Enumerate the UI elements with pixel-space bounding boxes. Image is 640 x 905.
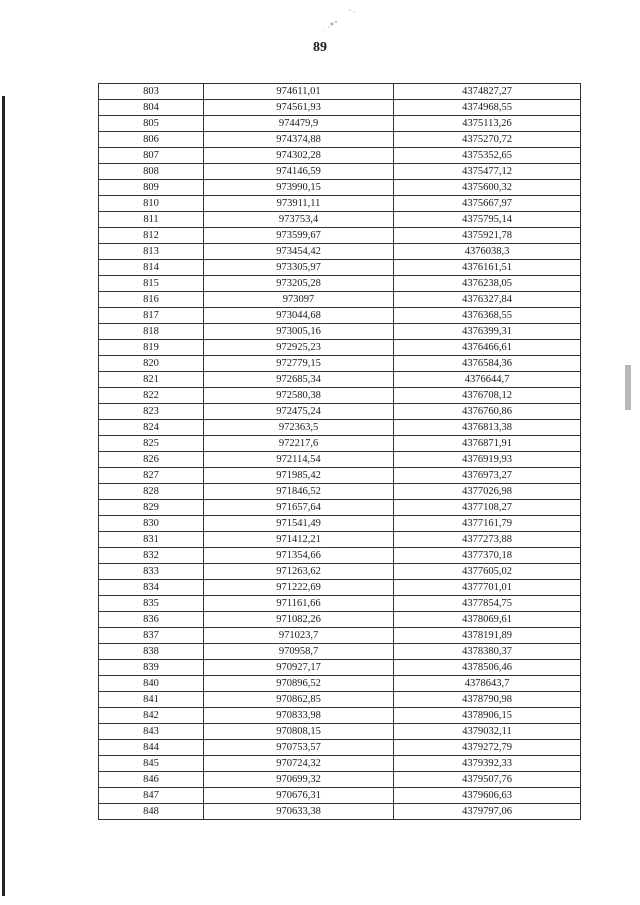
- point-number-cell: 845: [99, 756, 204, 772]
- table-row: [99, 132, 581, 148]
- x-coordinate-cell: 971023,7: [204, 628, 394, 644]
- y-coordinate-cell: 4375667,97: [394, 196, 581, 212]
- table-row: [99, 180, 581, 196]
- x-coordinate-cell: 971354,66: [204, 548, 394, 564]
- table-row: [99, 740, 581, 756]
- x-coordinate-cell: 970724,32: [204, 756, 394, 772]
- x-coordinate-cell: 971985,42: [204, 468, 394, 484]
- x-coordinate-cell: 973911,11: [204, 196, 394, 212]
- point-number-cell: 807: [99, 148, 204, 164]
- table-row: [99, 308, 581, 324]
- point-number-cell: 808: [99, 164, 204, 180]
- y-coordinate-cell: 4377854,75: [394, 596, 581, 612]
- y-coordinate-cell: 4375600,32: [394, 180, 581, 196]
- point-number-cell: 804: [99, 100, 204, 116]
- x-coordinate-cell: 971082,26: [204, 612, 394, 628]
- table-row: [99, 532, 581, 548]
- x-coordinate-cell: 971541,49: [204, 516, 394, 532]
- point-number-cell: 814: [99, 260, 204, 276]
- y-coordinate-cell: 4378506,46: [394, 660, 581, 676]
- y-coordinate-cell: 4378643,7: [394, 676, 581, 692]
- x-coordinate-cell: 972114,54: [204, 452, 394, 468]
- x-coordinate-cell: 970958,7: [204, 644, 394, 660]
- y-coordinate-cell: 4378906,15: [394, 708, 581, 724]
- table-row: [99, 436, 581, 452]
- y-coordinate-cell: 4375352,65: [394, 148, 581, 164]
- coordinates-table: [98, 83, 581, 820]
- y-coordinate-cell: 4375113,26: [394, 116, 581, 132]
- table-row: [99, 292, 581, 308]
- point-number-cell: 827: [99, 468, 204, 484]
- table-row: [99, 388, 581, 404]
- y-coordinate-cell: 4376871,91: [394, 436, 581, 452]
- point-number-cell: 844: [99, 740, 204, 756]
- point-number-cell: 843: [99, 724, 204, 740]
- y-coordinate-cell: 4379606,63: [394, 788, 581, 804]
- point-number-cell: 838: [99, 644, 204, 660]
- table-row: [99, 228, 581, 244]
- x-coordinate-cell: 970753,57: [204, 740, 394, 756]
- point-number-cell: 847: [99, 788, 204, 804]
- point-number-cell: 812: [99, 228, 204, 244]
- table-row: [99, 116, 581, 132]
- x-coordinate-cell: 973599,67: [204, 228, 394, 244]
- y-coordinate-cell: 4377108,27: [394, 500, 581, 516]
- table-row: [99, 244, 581, 260]
- x-coordinate-cell: 973990,15: [204, 180, 394, 196]
- y-coordinate-cell: 4374827,27: [394, 84, 581, 100]
- point-number-cell: 841: [99, 692, 204, 708]
- x-coordinate-cell: 970676,31: [204, 788, 394, 804]
- y-coordinate-cell: 4377701,01: [394, 580, 581, 596]
- scan-smudge: [625, 365, 631, 410]
- y-coordinate-cell: 4374968,55: [394, 100, 581, 116]
- table-row: [99, 772, 581, 788]
- y-coordinate-cell: 4379272,79: [394, 740, 581, 756]
- y-coordinate-cell: 4376760,86: [394, 404, 581, 420]
- x-coordinate-cell: 970927,17: [204, 660, 394, 676]
- point-number-cell: 835: [99, 596, 204, 612]
- y-coordinate-cell: 4378790,98: [394, 692, 581, 708]
- point-number-cell: 813: [99, 244, 204, 260]
- point-number-cell: 823: [99, 404, 204, 420]
- y-coordinate-cell: 4376238,05: [394, 276, 581, 292]
- table-row: [99, 660, 581, 676]
- point-number-cell: 826: [99, 452, 204, 468]
- point-number-cell: 833: [99, 564, 204, 580]
- y-coordinate-cell: 4375477,12: [394, 164, 581, 180]
- point-number-cell: 819: [99, 340, 204, 356]
- table-row: [99, 516, 581, 532]
- x-coordinate-cell: 972217,6: [204, 436, 394, 452]
- y-coordinate-cell: 4376813,38: [394, 420, 581, 436]
- x-coordinate-cell: 973305,97: [204, 260, 394, 276]
- point-number-cell: 803: [99, 84, 204, 100]
- table-row: [99, 500, 581, 516]
- point-number-cell: 815: [99, 276, 204, 292]
- point-number-cell: 820: [99, 356, 204, 372]
- x-coordinate-cell: 970833,98: [204, 708, 394, 724]
- y-coordinate-cell: 4375795,14: [394, 212, 581, 228]
- point-number-cell: 832: [99, 548, 204, 564]
- table-row: [99, 212, 581, 228]
- point-number-cell: 837: [99, 628, 204, 644]
- point-number-cell: 822: [99, 388, 204, 404]
- table-row: [99, 324, 581, 340]
- y-coordinate-cell: 4376644,7: [394, 372, 581, 388]
- table-row: [99, 580, 581, 596]
- x-coordinate-cell: 973454,42: [204, 244, 394, 260]
- point-number-cell: 811: [99, 212, 204, 228]
- table-row: [99, 676, 581, 692]
- x-coordinate-cell: 971263,62: [204, 564, 394, 580]
- y-coordinate-cell: 4379032,11: [394, 724, 581, 740]
- x-coordinate-cell: 974561,93: [204, 100, 394, 116]
- table-row: [99, 692, 581, 708]
- y-coordinate-cell: 4376708,12: [394, 388, 581, 404]
- x-coordinate-cell: 973044,68: [204, 308, 394, 324]
- x-coordinate-cell: 972925,23: [204, 340, 394, 356]
- x-coordinate-cell: 970896,52: [204, 676, 394, 692]
- x-coordinate-cell: 972580,38: [204, 388, 394, 404]
- point-number-cell: 809: [99, 180, 204, 196]
- y-coordinate-cell: 4376368,55: [394, 308, 581, 324]
- x-coordinate-cell: 972685,34: [204, 372, 394, 388]
- point-number-cell: 824: [99, 420, 204, 436]
- x-coordinate-cell: 974611,01: [204, 84, 394, 100]
- point-number-cell: 840: [99, 676, 204, 692]
- x-coordinate-cell: 972363,5: [204, 420, 394, 436]
- x-coordinate-cell: 973753,4: [204, 212, 394, 228]
- point-number-cell: 821: [99, 372, 204, 388]
- x-coordinate-cell: 970699,32: [204, 772, 394, 788]
- point-number-cell: 810: [99, 196, 204, 212]
- table-row: [99, 276, 581, 292]
- y-coordinate-cell: 4377605,02: [394, 564, 581, 580]
- table-row: [99, 756, 581, 772]
- x-coordinate-cell: 972779,15: [204, 356, 394, 372]
- x-coordinate-cell: 974146,59: [204, 164, 394, 180]
- table-row: [99, 404, 581, 420]
- x-coordinate-cell: 973097: [204, 292, 394, 308]
- y-coordinate-cell: 4377273,88: [394, 532, 581, 548]
- point-number-cell: 817: [99, 308, 204, 324]
- x-coordinate-cell: 971657,64: [204, 500, 394, 516]
- y-coordinate-cell: 4378191,89: [394, 628, 581, 644]
- table-row: [99, 804, 581, 820]
- y-coordinate-cell: 4376466,61: [394, 340, 581, 356]
- y-coordinate-cell: 4377026,98: [394, 484, 581, 500]
- y-coordinate-cell: 4376327,84: [394, 292, 581, 308]
- x-coordinate-cell: 974302,28: [204, 148, 394, 164]
- point-number-cell: 805: [99, 116, 204, 132]
- table-row: [99, 596, 581, 612]
- table-row: [99, 612, 581, 628]
- y-coordinate-cell: 4378069,61: [394, 612, 581, 628]
- scan-artifact: [290, 6, 370, 36]
- table-row: [99, 788, 581, 804]
- table-row: [99, 164, 581, 180]
- point-number-cell: 848: [99, 804, 204, 820]
- y-coordinate-cell: 4376161,51: [394, 260, 581, 276]
- point-number-cell: 829: [99, 500, 204, 516]
- point-number-cell: 816: [99, 292, 204, 308]
- table-row: [99, 548, 581, 564]
- y-coordinate-cell: 4376584,36: [394, 356, 581, 372]
- table-row: [99, 148, 581, 164]
- x-coordinate-cell: 971222,69: [204, 580, 394, 596]
- x-coordinate-cell: 971412,21: [204, 532, 394, 548]
- table-row: [99, 372, 581, 388]
- y-coordinate-cell: 4376919,93: [394, 452, 581, 468]
- x-coordinate-cell: 971846,52: [204, 484, 394, 500]
- scan-edge-line: [2, 96, 5, 896]
- x-coordinate-cell: 973005,16: [204, 324, 394, 340]
- x-coordinate-cell: 974479,9: [204, 116, 394, 132]
- y-coordinate-cell: 4375270,72: [394, 132, 581, 148]
- point-number-cell: 836: [99, 612, 204, 628]
- table-row: [99, 708, 581, 724]
- table-row: [99, 724, 581, 740]
- point-number-cell: 830: [99, 516, 204, 532]
- table-row: [99, 628, 581, 644]
- point-number-cell: 834: [99, 580, 204, 596]
- point-number-cell: 806: [99, 132, 204, 148]
- table-row: [99, 468, 581, 484]
- page-number: 89: [313, 40, 327, 55]
- x-coordinate-cell: 974374,88: [204, 132, 394, 148]
- y-coordinate-cell: 4377161,79: [394, 516, 581, 532]
- x-coordinate-cell: 971161,66: [204, 596, 394, 612]
- point-number-cell: 831: [99, 532, 204, 548]
- table-row: [99, 452, 581, 468]
- point-number-cell: 839: [99, 660, 204, 676]
- point-number-cell: 818: [99, 324, 204, 340]
- x-coordinate-cell: 970862,85: [204, 692, 394, 708]
- table-row: [99, 564, 581, 580]
- y-coordinate-cell: 4376973,27: [394, 468, 581, 484]
- y-coordinate-cell: 4379392,33: [394, 756, 581, 772]
- point-number-cell: 825: [99, 436, 204, 452]
- table-row: [99, 84, 581, 100]
- point-number-cell: 842: [99, 708, 204, 724]
- x-coordinate-cell: 970808,15: [204, 724, 394, 740]
- y-coordinate-cell: 4376038,3: [394, 244, 581, 260]
- table-row: [99, 340, 581, 356]
- table-row: [99, 100, 581, 116]
- table-row: [99, 644, 581, 660]
- table-row: [99, 420, 581, 436]
- table-row: [99, 484, 581, 500]
- x-coordinate-cell: 970633,38: [204, 804, 394, 820]
- point-number-cell: 828: [99, 484, 204, 500]
- y-coordinate-cell: 4379507,76: [394, 772, 581, 788]
- y-coordinate-cell: 4375921,78: [394, 228, 581, 244]
- y-coordinate-cell: 4378380,37: [394, 644, 581, 660]
- table-row: [99, 260, 581, 276]
- table-row: [99, 196, 581, 212]
- y-coordinate-cell: 4377370,18: [394, 548, 581, 564]
- x-coordinate-cell: 972475,24: [204, 404, 394, 420]
- coordinates-table-body: [99, 84, 581, 820]
- x-coordinate-cell: 973205,28: [204, 276, 394, 292]
- table-row: [99, 356, 581, 372]
- y-coordinate-cell: 4379797,06: [394, 804, 581, 820]
- point-number-cell: 846: [99, 772, 204, 788]
- y-coordinate-cell: 4376399,31: [394, 324, 581, 340]
